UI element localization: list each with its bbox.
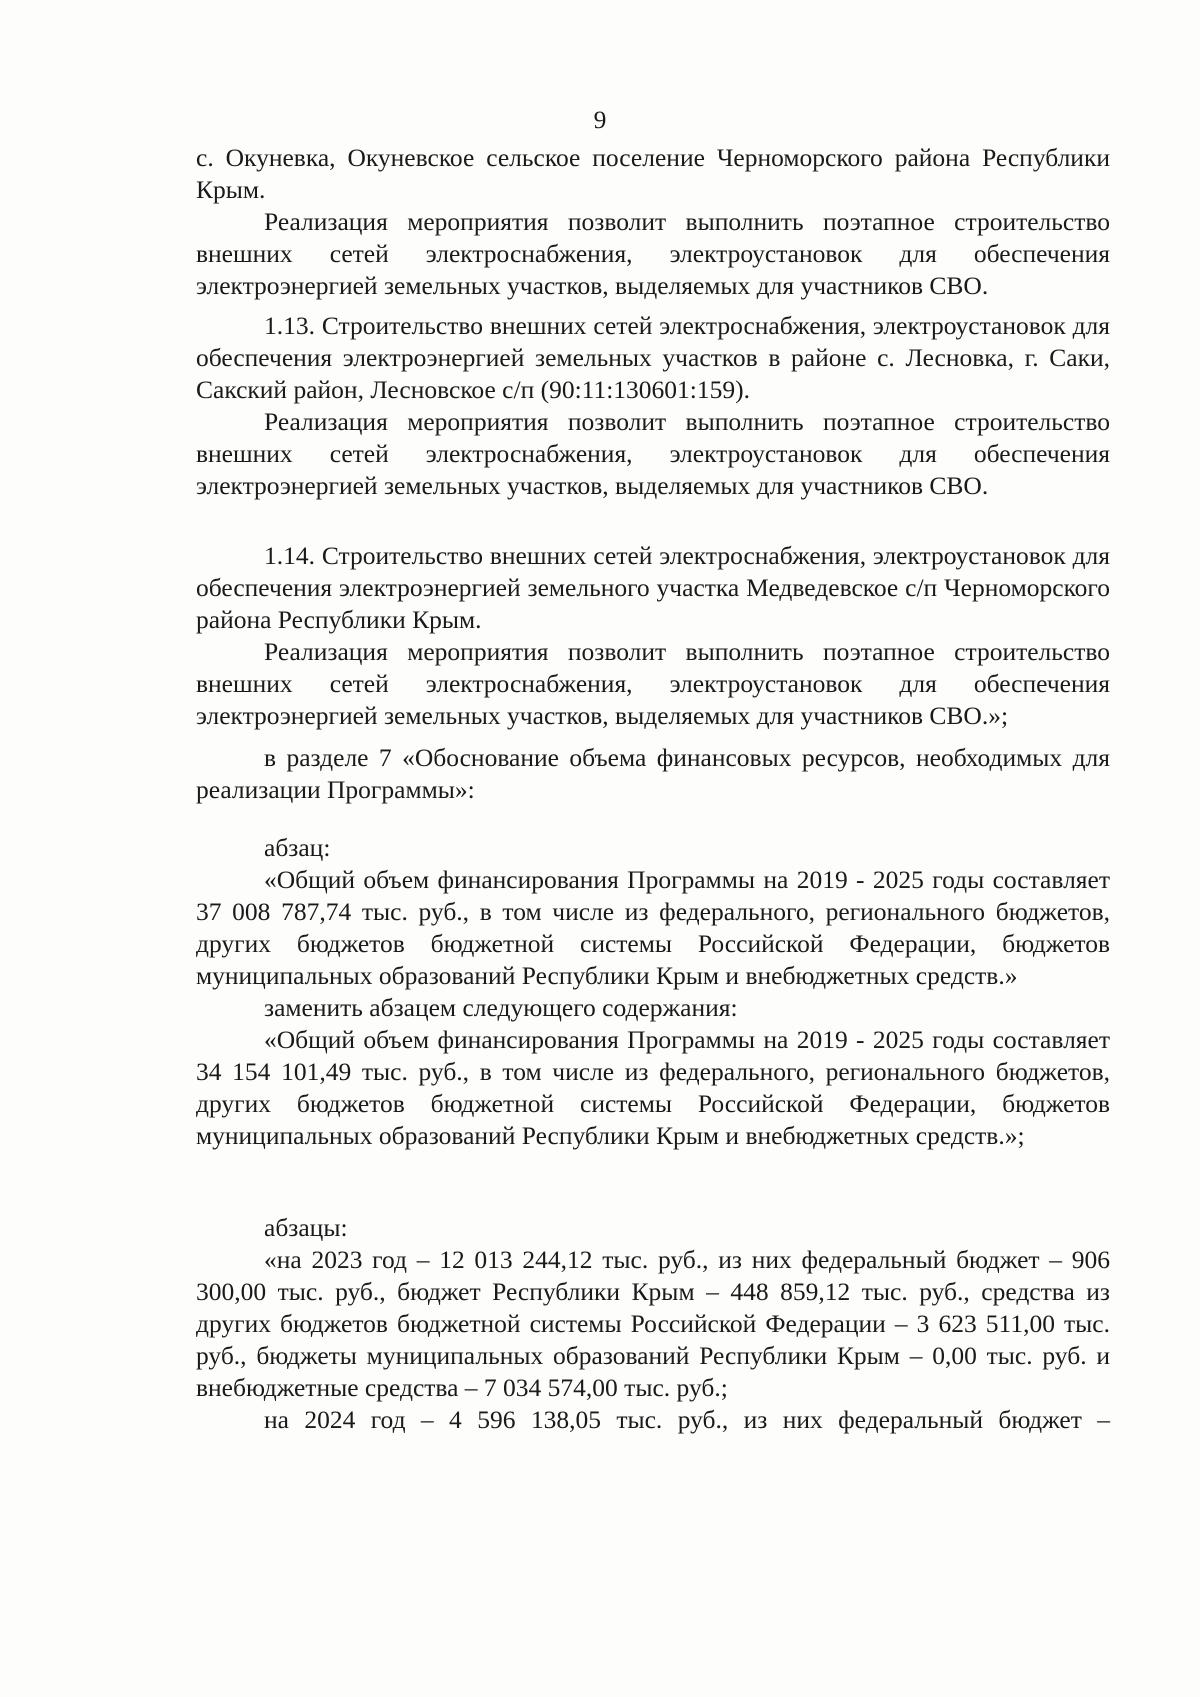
- paragraph: «Общий объем финансирования Программы на 2019 - 2025 годы составляет 34 154 101,49 тыс. руб., в том числе из федерального, регионального бюджетов, других бюджетов бюджетной системы Российской Федерации, бюджетов муниципальных образований Республики Крым и внебюджетных средств.»;: [196, 1025, 1110, 1150]
- paragraph: 1.13. Строительство внешних сетей электроснабжения, электроустановок для обеспечения электроэнергией земельных участков в районе с. Лесновка, г. Саки, Сакский район, Лесновское с/п (90:11:130601:159).: [196, 311, 1110, 404]
- paragraph: на 2024 год – 4 596 138,05 тыс. руб., из них федеральный бюджет –: [264, 1405, 1110, 1434]
- paragraph: абзац:: [264, 833, 331, 862]
- paragraph: в разделе 7 «Обоснование объема финансовых ресурсов, необходимых для реализации Программы»:: [196, 743, 1110, 804]
- text-block: [196, 540, 1110, 732]
- paragraph: заменить абзацем следующего содержания:: [264, 993, 738, 1022]
- paragraph: 1.14. Строительство внешних сетей электроснабжения, электроустановок для обеспечения электроэнергией земельного участка Медведевское с/п Черноморского района Республики Крым.: [196, 541, 1110, 634]
- paragraph: с. Окуневка, Окуневское сельское поселение Черноморского района Республики Крым.: [196, 143, 1110, 204]
- text-block: [196, 742, 1110, 806]
- page-number: 9: [593, 105, 607, 134]
- paragraph: Реализация мероприятия позволит выполнить поэтапное строительство внешних сетей электроснабжения, электроустановок для обеспечения электроэнергией земельных участков, выделяемых для участников СВО.: [196, 207, 1110, 300]
- paragraph: абзацы:: [264, 1213, 348, 1242]
- text-block: [196, 832, 1110, 1152]
- paragraph: Реализация мероприятия позволит выполнить поэтапное строительство внешних сетей электроснабжения, электроустановок для обеспечения электроэнергией земельных участков, выделяемых для участников СВО.: [196, 407, 1110, 500]
- paragraph: Реализация мероприятия позволит выполнить поэтапное строительство внешних сетей электроснабжения, электроустановок для обеспечения электроэнергией земельных участков, выделяемых для участников СВО.»;: [196, 637, 1110, 730]
- text-block: [196, 142, 1110, 302]
- text-block: [196, 310, 1110, 502]
- paragraph: «Общий объем финансирования Программы на 2019 - 2025 годы составляет 37 008 787,74 тыс. руб., в том числе из федерального, регионального бюджетов, других бюджетов бюджетной системы Российской Федерации, бюджетов муниципальных образований Республики Крым и внебюджетных средств.»: [196, 865, 1110, 990]
- paragraph: «на 2023 год – 12 013 244,12 тыс. руб., из них федеральный бюджет – 906 300,00 тыс. руб., бюджет Республики Крым – 448 859,12 тыс. руб., средства из других бюджетов бюджетной системы Российской Федерации – 3 623 511,00 тыс. руб., бюджеты муниципальных образований Республики Крым – 0,00 тыс. руб. и внебюджетные средства – 7 034 574,00 тыс. руб.;: [196, 1245, 1110, 1402]
- text-block: [196, 1212, 1110, 1436]
